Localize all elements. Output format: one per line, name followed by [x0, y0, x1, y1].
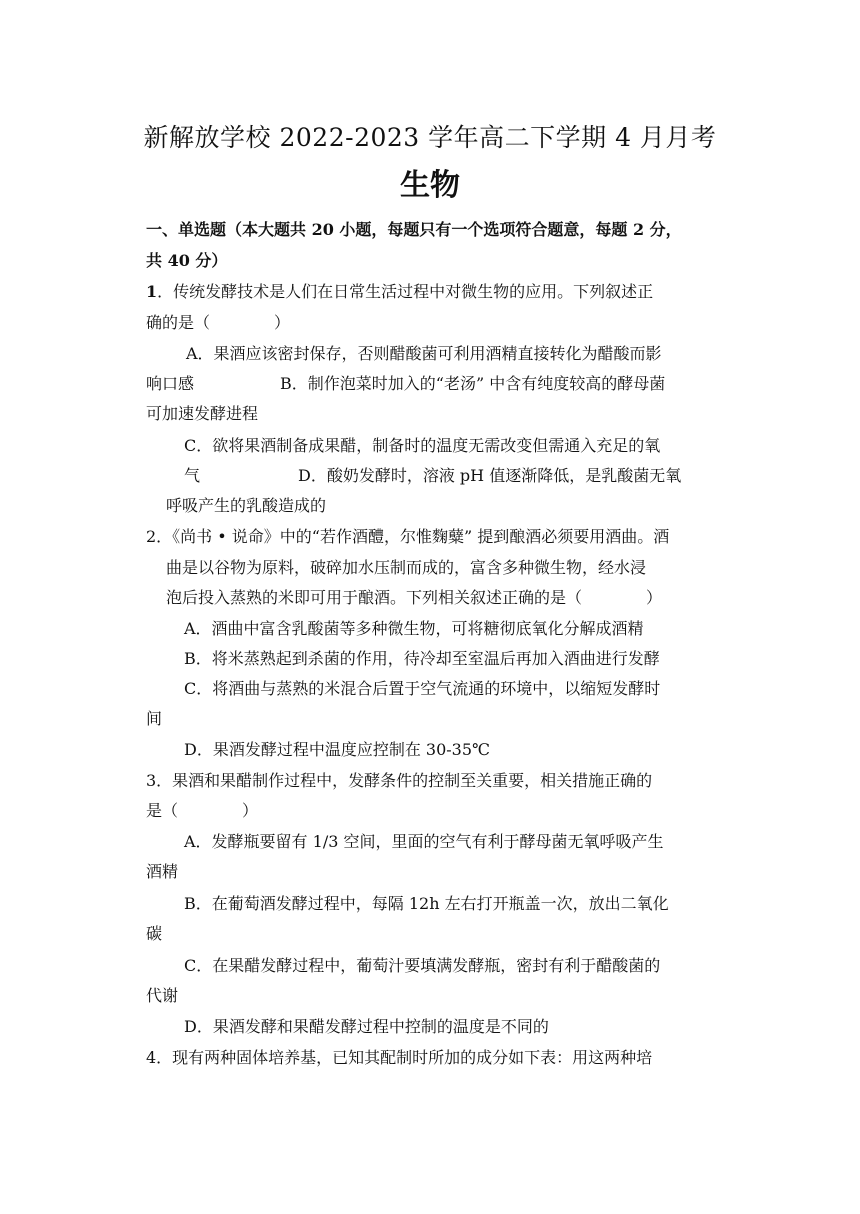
- q1-option-d-line1: D．酸奶发酵时，溶液 pH 值逐渐降低，是乳酸菌无氧: [298, 466, 682, 485]
- q1-stem-line2: 确的是（ ）: [146, 313, 291, 332]
- q3-option-d: D．果酒发酵和果醋发酵过程中控制的温度是不同的: [184, 1017, 549, 1036]
- q2-option-d: D．果酒发酵过程中温度应控制在 30-35℃: [184, 740, 490, 759]
- q2-stem-line1: 2．《尚书 • 说命》中的“若作酒醴，尔惟麴糵” 提到酿酒必须要用酒曲。酒: [146, 527, 670, 546]
- q1-option-a-tail: 响口感: [146, 374, 195, 393]
- q3-stem-line2: 是（ ）: [146, 801, 259, 820]
- q1-option-b-line1: B．制作泡菜时加入的“老汤” 中含有纯度较高的酵母菌: [280, 374, 666, 393]
- q2-stem-line3: 泡后投入蒸熟的米即可用于酿酒。下列相关叙述正确的是（ ）: [166, 588, 663, 607]
- q1-option-a-line1: A．果酒应该密封保存，否则醋酸菌可利用酒精直接转化为醋酸而影: [186, 344, 662, 363]
- q1-option-c-line2: [184, 464, 714, 488]
- q2-option-c-line1: C．将酒曲与蒸熟的米混合后置于空气流通的环境中，以缩短发酵时: [184, 679, 661, 698]
- section-heading-line2: 共 40 分）: [146, 251, 228, 270]
- q1-option-d-line2: 呼吸产生的乳酸造成的: [166, 496, 327, 515]
- exam-title: 新解放学校 2022-2023 学年高二下学期 4 月月考: [143, 123, 717, 152]
- q2-option-a: A．酒曲中富含乳酸菌等多种微生物，可将糖彻底氧化分解成酒精: [184, 619, 644, 638]
- q1-option-c-line1: C．欲将果酒制备成果醋，制备时的温度无需改变但需通入充足的氧: [184, 436, 661, 455]
- q1-stem-line1: 1．传统发酵技术是人们在日常生活过程中对微生物的应用。下列叙述正: [146, 282, 654, 301]
- q3-option-c-line1: C．在果醋发酵过程中，葡萄汁要填满发酵瓶，密封有利于醋酸菌的: [184, 956, 661, 975]
- q3-option-c-line2: 代谢: [146, 986, 179, 1005]
- q3-option-a-line2: 酒精: [146, 862, 179, 881]
- q2-option-c-line2: 间: [146, 709, 163, 728]
- q3-option-a-line1: A．发酵瓶要留有 1/3 空间，里面的空气有利于酵母菌无氧呼吸产生: [184, 832, 664, 851]
- section-heading-line1: 一、单选题（本大题共 20 小题，每题只有一个选项符合题意，每题 2 分，: [146, 220, 682, 239]
- q3-option-b-line2: 碳: [146, 924, 163, 943]
- subject-title: 生物: [400, 168, 460, 203]
- q4-stem-line1: 4．现有两种固体培养基，已知其配制时所加的成分如下表：用这两种培: [146, 1048, 653, 1067]
- q1-option-a-line2: [146, 372, 721, 396]
- q3-option-b-line1: B．在葡萄酒发酵过程中，每隔 12h 左右打开瓶盖一次，放出二氧化: [184, 894, 669, 913]
- q2-option-b: B．将米蒸熟起到杀菌的作用，待冷却至室温后再加入酒曲进行发酵: [184, 649, 660, 668]
- q1-stem-text: ．传统发酵技术是人们在日常生活过程中对微生物的应用。下列叙述正: [157, 282, 654, 301]
- q2-stem-line2: 曲是以谷物为原料，破碎加水压制而成的，富含多种微生物，经水浸: [166, 558, 647, 577]
- q1-option-b-line2: 可加速发酵进程: [146, 404, 259, 423]
- q3-stem-line1: 3．果酒和果醋制作过程中，发酵条件的控制至关重要，相关措施正确的: [146, 771, 653, 790]
- q1-option-c-tail: 气: [184, 466, 201, 485]
